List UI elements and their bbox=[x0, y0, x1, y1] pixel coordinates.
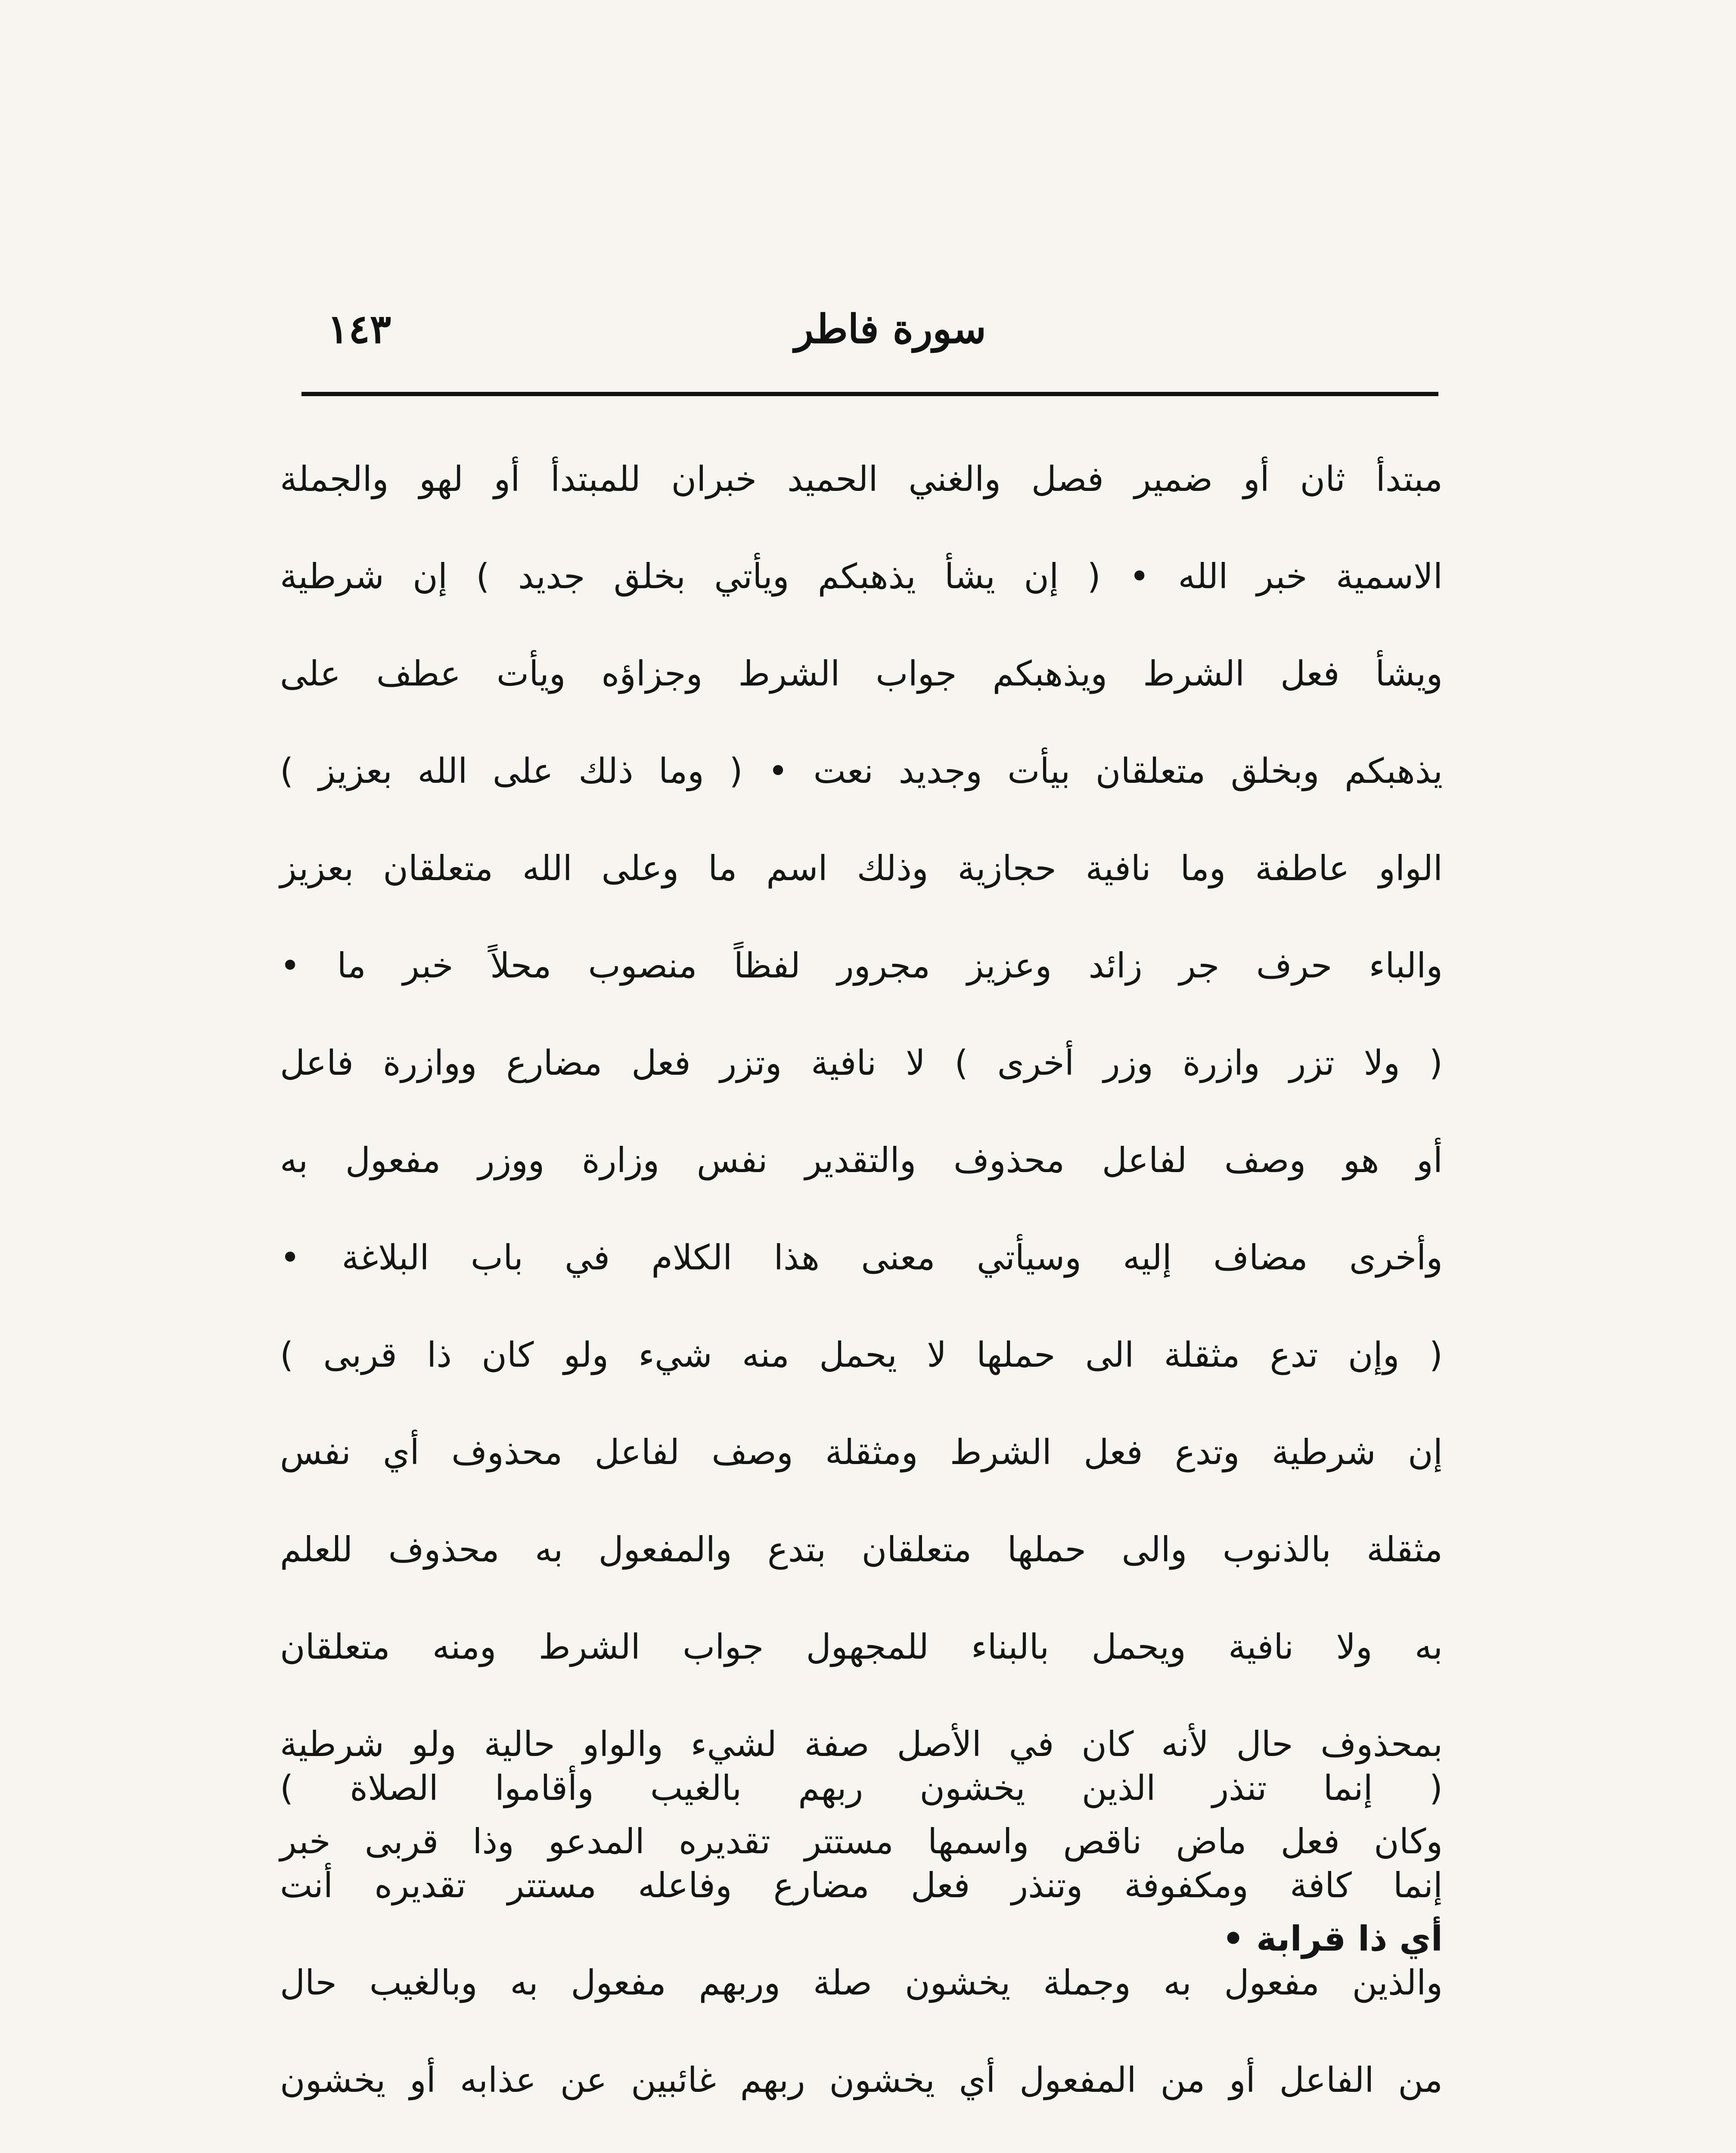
text-line: إن شرطية وتدع فعل الشرط ومثقلة وصف لفاعل محذوف أي نفس bbox=[280, 1432, 1443, 1472]
text-line: بمحذوف حال لأنه كان في الأصل صفة لشيء والواو حالية ولو شرطية bbox=[280, 1724, 1443, 1764]
text-line: من الفاعل أو من المفعول أي يخشون ربهم غائبين عن عذابه أو يخشون bbox=[280, 2060, 1443, 2100]
header-divider bbox=[301, 392, 1438, 396]
text-line: وكان فعل ماض ناقص واسمها مستتر تقديره المدعو وذا قربى خبر bbox=[280, 1821, 1443, 1861]
paragraph-2 bbox=[280, 1740, 1443, 2153]
text-line: ( إنما تنذر الذين يخشون ربهم بالغيب وأقاموا الصلاة ) bbox=[280, 1768, 1443, 1808]
page-number: ١٤٣ bbox=[327, 306, 391, 352]
text-line: مثقلة بالذنوب والى حملها متعلقان بتدع والمفعول به محذوف للعلم bbox=[280, 1529, 1443, 1570]
text-line: والباء حرف جر زائد وعزيز مجرور لفظاً منصوب محلاً خبر ما • bbox=[280, 946, 1443, 986]
text-line: ويشأ فعل الشرط ويذهبكم جواب الشرط وجزاؤه ويأت عطف على bbox=[280, 654, 1443, 694]
text-line: وأخرى مضاف إليه وسيأتي معنى هذا الكلام في باب البلاغة • bbox=[280, 1238, 1443, 1278]
text-line: به ولا نافية ويحمل بالبناء للمجهول جواب الشرط ومنه متعلقان bbox=[280, 1627, 1443, 1667]
text-line bbox=[280, 2129, 1443, 2153]
text-line: والذين مفعول به وجملة يخشون صلة وربهم مفعول به وبالغيب حال bbox=[280, 1963, 1443, 2003]
text-line: ( ولا تزر وازرة وزر أخرى ) لا نافية وتزر فعل مضارع ووازرة فاعل bbox=[280, 1043, 1443, 1083]
text-line: إنما كافة ومكفوفة وتنذر فعل مضارع وفاعله مستتر تقديره أنت bbox=[280, 1865, 1443, 1905]
text-line: مبتدأ ثان أو ضمير فصل والغني الحميد خبران للمبتدأ أو لهو والجملة bbox=[280, 459, 1443, 499]
surah-title: سورة فاطر bbox=[794, 306, 986, 352]
text-line: ( وإن تدع مثقلة الى حملها لا يحمل منه شيء ولو كان ذا قربى ) bbox=[280, 1335, 1443, 1375]
text-line: الاسمية خبر الله • ( إن يشأ يذهبكم ويأتي بخلق جديد ) إن شرطية bbox=[280, 556, 1443, 596]
text-line: الواو عاطفة وما نافية حجازية وذلك اسم ما وعلى الله متعلقان بعزيز bbox=[280, 848, 1443, 888]
text-line: أي ذا قرابة • bbox=[1222, 1919, 1443, 1959]
text-line: يذهبكم وبخلق متعلقان بيأت وجديد نعت • ( وما ذلك على الله بعزيز ) bbox=[280, 751, 1443, 791]
page-header bbox=[301, 301, 1438, 375]
text-line: أو هو وصف لفاعل محذوف والتقدير نفس وزارة ووزر مفعول به bbox=[280, 1140, 1443, 1180]
